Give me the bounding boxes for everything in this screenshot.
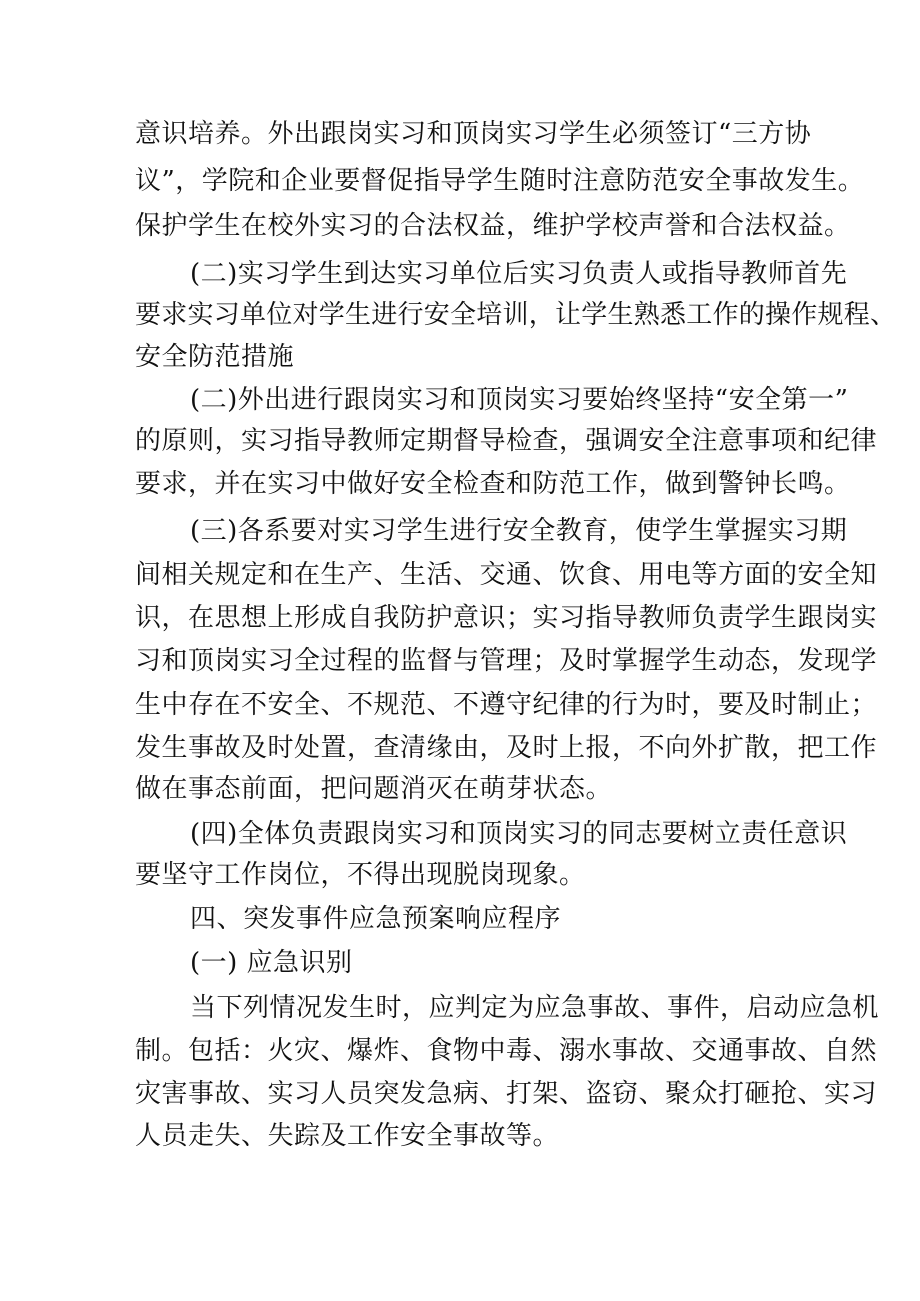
section-heading-4: 四、突发事件应急预案响应程序: [190, 904, 562, 934]
text-line-2: 议”，学院和企业要督促指导学生随时注意防范安全事故发生。: [135, 166, 865, 196]
text-line-11: 间相关规定和在生产、生活、交通、饮食、用电等方面的安全知: [135, 560, 878, 590]
text-line-4: (二)实习学生到达实习单位后实习负责人或指导教师首先: [190, 259, 848, 289]
text-line-5: 要求实习单位对学生进行安全培训，让学生熟悉工作的操作规程、: [135, 300, 897, 330]
text-line-17: (四)全体负责跟岗实习和顶岗实习的同志要树立责任意识: [190, 819, 848, 849]
text-line-22: 制。包括：火灾、爆炸、食物中毒、溺水事故、交通事故、自然: [135, 1036, 878, 1066]
text-line-10: (三)各系要对实习学生进行安全教育，使学生掌握实习期: [190, 516, 848, 546]
text-line-6: 安全防范措施: [135, 342, 295, 372]
text-line-15: 发生事故及时处置，查清缘由，及时上报，不向外扩散，把工作: [135, 733, 878, 763]
text-line-1: 意识培养。外出跟岗实习和顶岗实习学生必须签订“三方协: [135, 119, 812, 149]
text-line-24: 人员走失、失踪及工作安全事故等。: [135, 1121, 560, 1151]
text-line-9: 要求，并在实习中做好安全检查和防范工作，做到警钟长鸣。: [135, 469, 851, 499]
text-line-7: (二)外出进行跟岗实习和顶岗实习要始终坚持“安全第一”: [190, 385, 849, 415]
text-line-21: 当下列情况发生时，应判定为应急事故、事件，启动应急机: [190, 993, 880, 1023]
text-line-8: 的原则，实习指导教师定期督导检查，强调安全注意事项和纪律: [135, 426, 878, 456]
text-line-13: 习和顶岗实习全过程的监督与管理；及时掌握学生动态，发现学: [135, 646, 878, 676]
text-line-12: 识，在思想上形成自我防护意识；实习指导教师负责学生跟岗实: [135, 603, 878, 633]
subsection-heading-1: (一) 应急识别: [190, 948, 353, 978]
text-line-16: 做在事态前面，把问题消灭在萌芽状态。: [135, 774, 613, 804]
text-line-18: 要坚守工作岗位，不得出现脱岗现象。: [135, 860, 586, 890]
text-line-23: 灾害事故、实习人员突发急病、打架、盗窃、聚众打砸抢、实习: [135, 1079, 878, 1109]
text-line-14: 生中存在不安全、不规范、不遵守纪律的行为时，要及时制止；: [135, 690, 878, 720]
text-line-3: 保护学生在校外实习的合法权益，维护学校声誉和合法权益。: [135, 211, 851, 241]
